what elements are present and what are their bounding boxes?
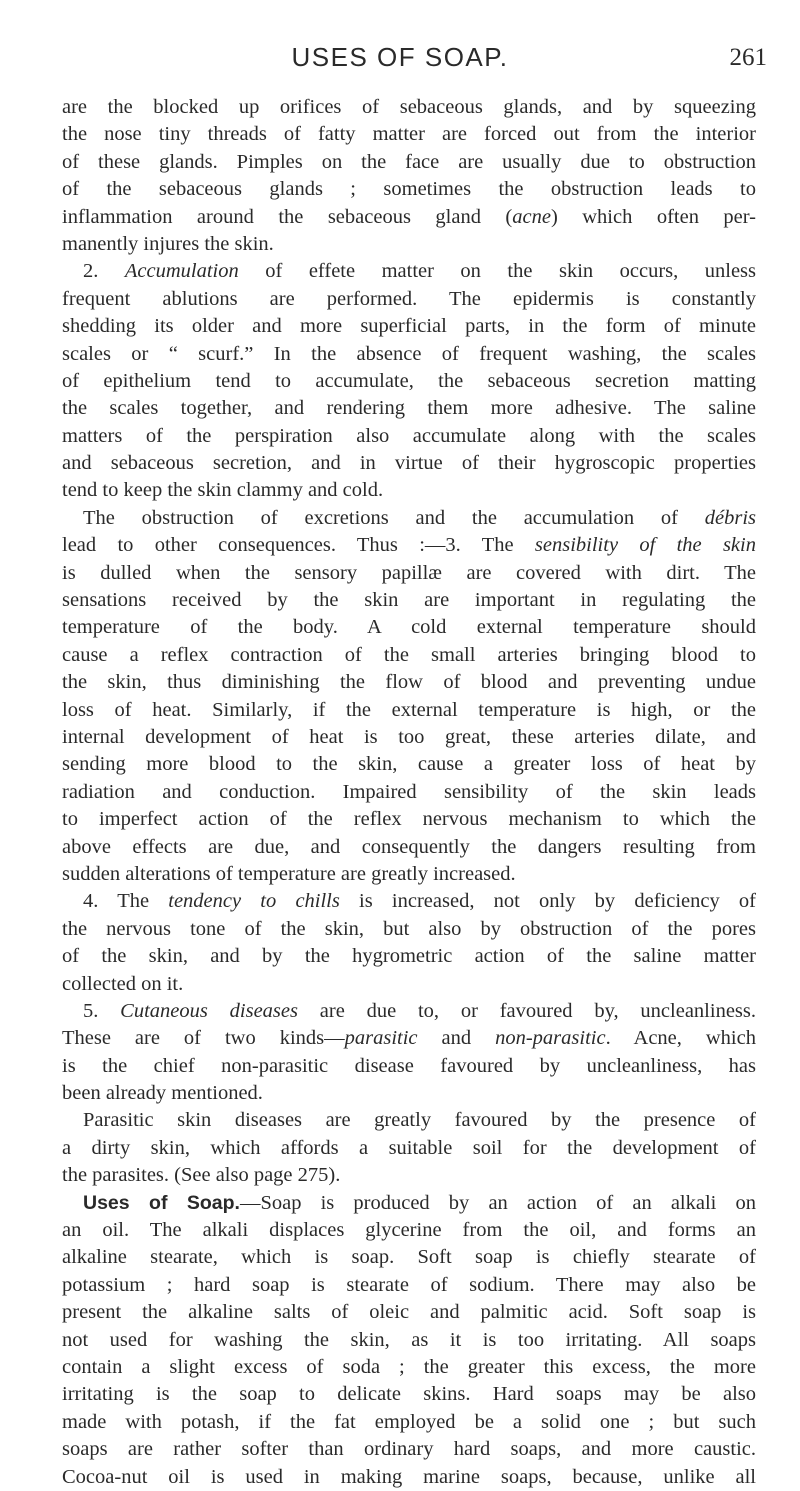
text-line: shedding its older and more superficial parts, in the form of minute: [62, 315, 756, 338]
text-line: is dulled when the sensory papillæ are covered with dirt. The: [62, 561, 756, 584]
text-line: potassium ; hard soap is stearate of sodium. There may also be: [62, 1273, 756, 1296]
text-line: are the blocked up orifices of sebaceous glands, and by squeezing: [62, 96, 756, 118]
text-line: [62, 998, 756, 1025]
body-text: [62, 94, 756, 1491]
text-run: and: [417, 1027, 496, 1050]
text-line: sending more blood to the skin, cause a greater loss of heat by: [62, 753, 756, 776]
text-line: of epithelium tend to accumulate, the sebaceous secretion matting: [62, 369, 756, 392]
text-run: —Soap is produced by an action of an alkali on: [239, 1191, 756, 1214]
text-line: matters of the perspiration also accumulate along with the scales: [62, 424, 756, 447]
text-line: tend to keep the skin clammy and cold.: [62, 479, 384, 502]
text-line: Parasitic skin diseases are greatly favoured by the presence of: [83, 1109, 756, 1132]
text-line: [62, 505, 756, 532]
text-line: present the alkaline salts of oleic and palmitic acid. Soft soap is: [62, 1301, 756, 1324]
text-line: the nervous tone of the skin, but also by obstruction of the pores: [62, 917, 756, 940]
section-heading-uses-of-soap: Uses of Soap.: [83, 1191, 240, 1214]
section-heading-line: [62, 1190, 756, 1217]
text-line: of these glands. Pimples on the face are usually due to obstruction: [62, 150, 756, 173]
text-line: loss of heat. Similarly, if the external temperature is high, or the: [62, 698, 756, 721]
italic-term-cutaneous: Cutaneous diseases: [120, 999, 298, 1022]
text-run: are due to, or favoured by, uncleanliness.: [297, 999, 756, 1022]
text-line: soaps are rather softer than ordinary hard soaps, and more caustic.: [62, 1438, 756, 1461]
text-line: alkaline stearate, which is soap. Soft soap is chiefly stearate of: [62, 1246, 756, 1269]
text-run: 4. The: [83, 890, 169, 913]
italic-term-sensibility: sensibility of the skin: [534, 534, 756, 557]
text-line: not used for washing the skin, as it is too irritating. All soaps: [62, 1328, 756, 1351]
text-line: irritating is the soap to delicate skins. Hard soaps may be also: [62, 1383, 756, 1406]
text-line: the nose tiny threads of fatty matter are forced out from the interior: [62, 123, 756, 146]
text-run: 2.: [83, 260, 125, 283]
italic-term-tendency: tendency to chills: [168, 890, 340, 913]
text-line: radiation and conduction. Impaired sensibility of the skin leads: [62, 780, 756, 803]
text-line: frequent ablutions are performed. The epidermis is constantly: [62, 287, 756, 310]
text-line: internal development of heat is too great, these arteries dilate, and: [62, 725, 756, 748]
italic-term-parasitic: parasitic: [344, 1027, 418, 1050]
text-line: and sebaceous secretion, and in virtue of their hygroscopic properties: [62, 452, 756, 475]
text-line: the skin, thus diminishing the flow of blood and preventing undue: [62, 671, 756, 694]
text-line: sensations received by the skin are important in regulating the: [62, 589, 756, 612]
text-line: [62, 888, 756, 915]
text-line: temperature of the body. A cold external temperature should: [62, 616, 756, 639]
italic-term-non-parasitic: non-parasitic: [495, 1027, 606, 1050]
text-line: cause a reflex contraction of the small arteries bringing blood to: [62, 643, 756, 666]
text-line: sudden alterations of temperature are greatly increased.: [62, 862, 516, 885]
text-line: to imperfect action of the reflex nervous mechanism to which the: [62, 808, 756, 831]
page-header: [0, 40, 800, 80]
text-line: the scales together, and rendering them more adhesive. The saline: [62, 397, 756, 420]
text-line: made with potash, if the fat employed be a solid one ; but such: [62, 1410, 756, 1433]
text-run: 5.: [83, 999, 121, 1022]
text-line: [62, 204, 756, 231]
text-run: lead to other consequences. Thus :—3. The: [62, 534, 535, 557]
text-line: contain a slight excess of soda ; the greater this excess, the more: [62, 1355, 756, 1378]
text-run: is increased, not only by deficiency of: [339, 890, 756, 913]
text-line: of the sebaceous glands ; sometimes the obstruction leads to: [62, 178, 756, 201]
running-title: USES OF SOAP.: [291, 42, 509, 72]
text-run: of effete matter on the skin occurs, unless: [238, 260, 757, 283]
text-line: above effects are due, and consequently the dangers resulting from: [62, 835, 756, 858]
text-run: These are of two kinds—: [62, 1027, 345, 1050]
italic-term-acne: acne: [512, 205, 551, 228]
text-line: a dirty skin, which affords a suitable soil for the development of: [62, 1136, 756, 1159]
italic-term-debris: débris: [704, 506, 756, 529]
text-run: inflammation around the sebaceous gland (: [62, 205, 513, 228]
text-line: an oil. The alkali displaces glycerine from the oil, and forms an: [62, 1219, 756, 1242]
text-line: collected on it.: [62, 972, 184, 995]
italic-term-accumulation: Accumulation: [124, 260, 239, 283]
text-run: . Acne, which: [605, 1027, 756, 1050]
text-line: been already mentioned.: [62, 1082, 263, 1105]
text-line: [62, 258, 756, 285]
text-line: Cocoa-nut oil is used in making marine soaps, because, unlike all: [62, 1465, 756, 1488]
text-line: scales or “ scurf.” In the absence of frequent washing, the scales: [62, 342, 756, 365]
text-run: The obstruction of excretions and the accumulation of: [83, 506, 705, 529]
text-line: of the skin, and by the hygrometric action of the saline matter: [62, 945, 756, 968]
text-line: the parasites. (See also page 275).: [62, 1164, 341, 1187]
page-number: 261: [729, 44, 767, 71]
text-line: [62, 1025, 756, 1052]
text-line: [62, 532, 756, 559]
text-line: is the chief non-parasitic disease favoured by uncleanliness, has: [62, 1054, 756, 1077]
text-run: ) which often per-: [550, 205, 757, 228]
text-line: manently injures the skin.: [62, 232, 274, 255]
